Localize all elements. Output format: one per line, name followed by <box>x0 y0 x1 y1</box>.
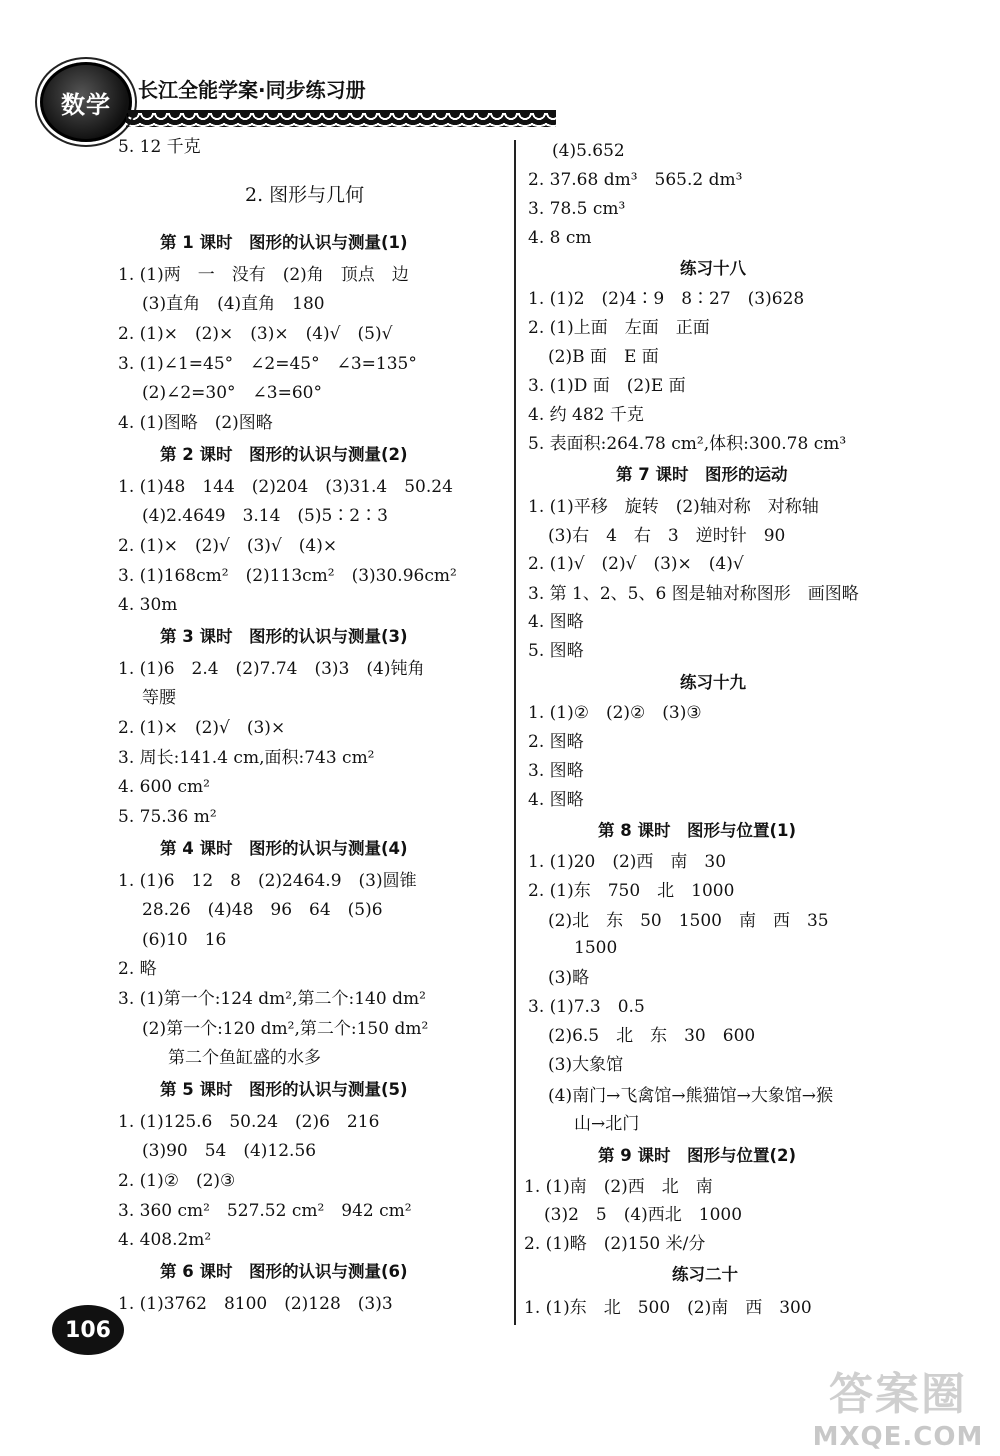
answer-line: 3. 图略 <box>528 761 584 781</box>
answer-line: (2)B 面 E 面 <box>548 347 659 367</box>
answer-line: 4. 408.2m² <box>118 1230 212 1250</box>
answer-line: (6)10 16 <box>142 930 227 950</box>
answer-line: 5. 图略 <box>528 641 584 661</box>
lesson-heading: 第 6 课时 图形的认识与测量(6) <box>160 1262 408 1281</box>
answer-line: 等腰 <box>142 688 176 708</box>
answer-line: 3. (1)∠1=45° ∠2=45° ∠3=135° <box>118 354 417 374</box>
answer-line: 2. (1)东 750 北 1000 <box>528 881 735 901</box>
answer-line: (3)略 <box>548 968 590 988</box>
answer-line: 3. 周长:141.4 cm,面积:743 cm² <box>118 748 375 768</box>
answer-line: 1. (1)2 (2)4∶9 8∶27 (3)628 <box>528 289 805 309</box>
answer-line: 3. 第 1、2、5、6 图是轴对称图形 画图略 <box>528 584 859 604</box>
answer-line: 4. 约 482 千克 <box>528 405 644 425</box>
answer-line: 3. 78.5 cm³ <box>528 199 626 219</box>
answer-line: 2. (1)略 (2)150 米/分 <box>524 1234 706 1254</box>
answer-line: 2. (1)× (2)√ (3)× <box>118 718 286 738</box>
answer-line: 2. 37.68 dm³ 565.2 dm³ <box>528 170 743 190</box>
answer-line: 1. (1)东 北 500 (2)南 西 300 <box>524 1298 812 1318</box>
chapter-title: 2. 图形与几何 <box>245 184 365 206</box>
answer-line: (2)6.5 北 东 30 600 <box>548 1026 756 1046</box>
answer-line: 1. (1)20 (2)西 南 30 <box>528 852 727 872</box>
site-watermark <box>808 1358 988 1452</box>
answer-line: (2)北 东 50 1500 南 西 35 <box>548 911 829 931</box>
answer-line: (2)∠2=30° ∠3=60° <box>142 383 322 403</box>
answer-line: 3. (1)7.3 0.5 <box>528 997 645 1017</box>
column-divider <box>514 140 516 1325</box>
lesson-heading: 第 1 课时 图形的认识与测量(1) <box>160 233 408 252</box>
lesson-heading: 第 3 课时 图形的认识与测量(3) <box>160 627 408 646</box>
answer-line: 4. (1)图略 (2)图略 <box>118 413 273 433</box>
answer-line: 5. 75.36 m² <box>118 807 217 827</box>
answer-line: 5. 12 千克 <box>118 137 201 157</box>
answer-line: 2. (1)√ (2)√ (3)× (4)√ <box>528 554 744 574</box>
answer-line: (3)右 4 右 3 逆时针 90 <box>548 526 786 546</box>
answer-line: (3)2 5 (4)西北 1000 <box>544 1205 743 1225</box>
answer-line: 4. 图略 <box>528 790 584 810</box>
answer-line: 1. (1)两 一 没有 (2)角 顶点 边 <box>118 265 409 285</box>
answer-line: 2. (1)× (2)√ (3)√ (4)× <box>118 536 338 556</box>
page-header <box>40 62 510 142</box>
answer-line: 28.26 (4)48 96 64 (5)6 <box>142 900 383 920</box>
answer-line: 2. 图略 <box>528 732 584 752</box>
answer-line: (4)南门→飞禽馆→熊猫馆→大象馆→猴 <box>548 1086 834 1106</box>
lesson-heading: 第 7 课时 图形的运动 <box>616 465 788 484</box>
lesson-heading: 第 8 课时 图形与位置(1) <box>598 821 797 840</box>
answer-line: 第二个鱼缸盛的水多 <box>168 1048 321 1068</box>
book-title: 长江全能学案·同步练习册 <box>138 78 366 102</box>
answer-line: 1. (1)南 (2)西 北 南 <box>524 1177 713 1197</box>
watermark-logo-text: 答案圈 <box>829 1369 967 1420</box>
answer-line: 3. (1)第一个:124 dm²,第二个:140 dm² <box>118 989 426 1009</box>
answer-line: 3. (1)D 面 (2)E 面 <box>528 376 686 396</box>
answer-line: 1. (1)48 144 (2)204 (3)31.4 50.24 <box>118 477 453 497</box>
answer-line: 1. (1)6 2.4 (2)7.74 (3)3 (4)钝角 <box>118 659 425 679</box>
lesson-heading: 第 5 课时 图形的认识与测量(5) <box>160 1080 408 1099</box>
answer-line: 4. 图略 <box>528 612 584 632</box>
answer-line: 4. 8 cm <box>528 228 592 248</box>
answer-line: 5. 表面积:264.78 cm²,体积:300.78 cm³ <box>528 434 847 454</box>
lesson-heading: 第 9 课时 图形与位置(2) <box>598 1146 797 1165</box>
math-badge-icon <box>40 62 132 142</box>
answer-line: 3. (1)168cm² (2)113cm² (3)30.96cm² <box>118 566 457 586</box>
exercise-heading: 练习二十 <box>672 1265 738 1284</box>
exercise-heading: 练习十八 <box>680 259 746 278</box>
lesson-heading: 第 4 课时 图形的认识与测量(4) <box>160 839 408 858</box>
answer-line: (4)5.652 <box>552 141 625 161</box>
answer-line: (3)直角 (4)直角 180 <box>142 294 325 314</box>
answer-line: 2. (1)× (2)× (3)× (4)√ (5)√ <box>118 324 393 344</box>
page-number: 106 <box>52 1305 124 1355</box>
answer-line: (4)2.4649 3.14 (5)5∶2∶3 <box>142 506 388 526</box>
answer-line: 2. 略 <box>118 959 157 979</box>
answer-line: 1. (1)3762 8100 (2)128 (3)3 <box>118 1294 393 1314</box>
answer-line: (3)90 54 (4)12.56 <box>142 1141 317 1161</box>
watermark-url: MXQE.COM <box>812 1422 984 1452</box>
answer-line: 1. (1)125.6 50.24 (2)6 216 <box>118 1112 380 1132</box>
answer-line: 1. (1)6 12 8 (2)2464.9 (3)圆锥 <box>118 871 417 891</box>
badge-text: 数学 <box>61 90 111 119</box>
answer-line: (2)第一个:120 dm²,第二个:150 dm² <box>142 1019 429 1039</box>
answer-line: 4. 30m <box>118 595 178 615</box>
exercise-heading: 练习十九 <box>680 673 746 692</box>
answer-line: 2. (1)② (2)③ <box>118 1171 236 1191</box>
answer-line: 1. (1)② (2)② (3)③ <box>528 703 702 723</box>
answer-line: 2. (1)上面 左面 正面 <box>528 318 710 338</box>
lesson-heading: 第 2 课时 图形的认识与测量(2) <box>160 445 408 464</box>
answer-line: 1. (1)平移 旋转 (2)轴对称 对称轴 <box>528 497 819 517</box>
answer-line: 山→北门 <box>574 1114 640 1134</box>
answer-line: 3. 360 cm² 527.52 cm² 942 cm² <box>118 1201 412 1221</box>
answer-line: 4. 600 cm² <box>118 777 210 797</box>
decorative-wave-border <box>126 110 556 127</box>
answer-line: 1500 <box>574 938 618 958</box>
answer-line: (3)大象馆 <box>548 1055 624 1075</box>
